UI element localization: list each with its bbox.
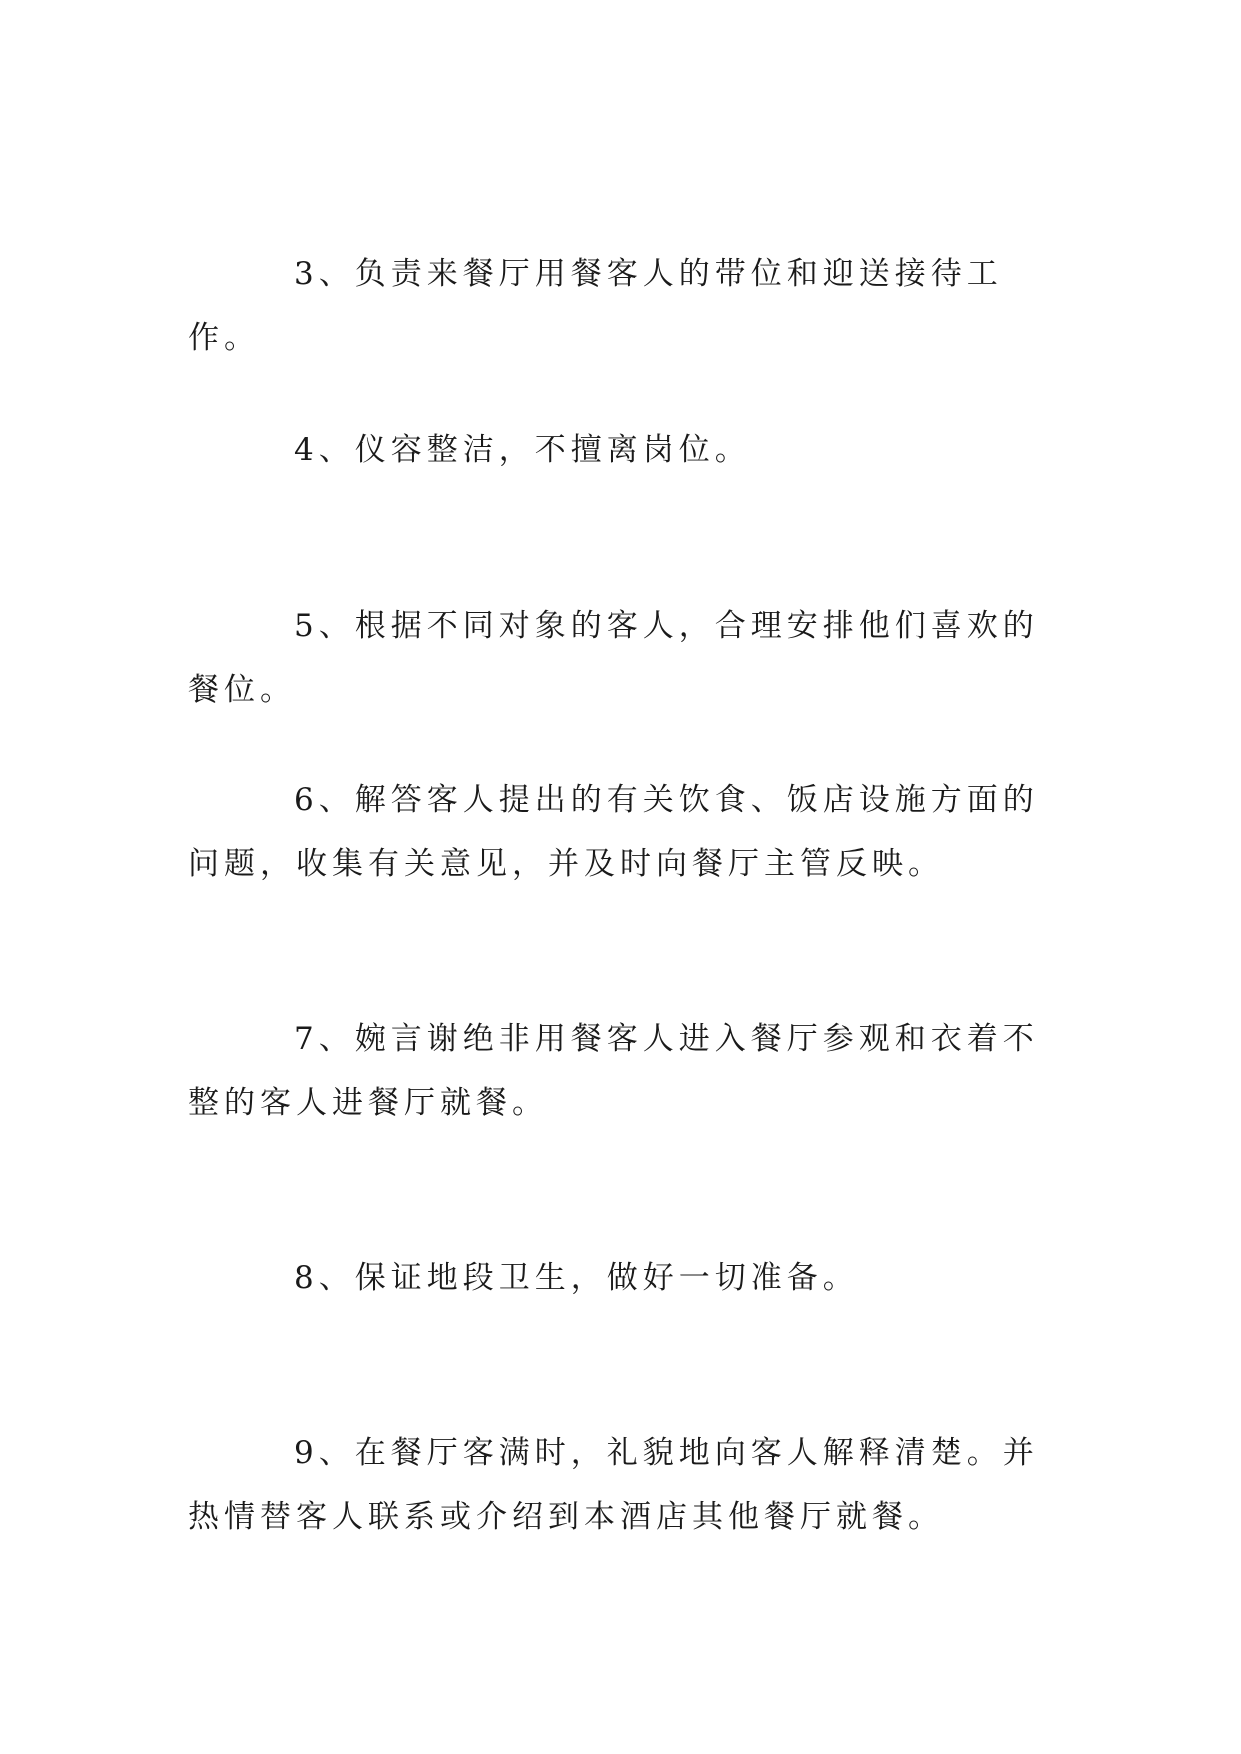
paragraph-item-6: 6、解答客人提出的有关饮食、饭店设施方面的问题，收集有关意见，并及时向餐厅主管反映。	[188, 782, 1039, 882]
paragraph-item-8: 8、保证地段卫生，做好一切准备。	[294, 1260, 859, 1296]
paragraph-item-4: 4、仪容整洁，不擅离岗位。	[294, 432, 751, 468]
paragraph-item-3: 3、负责来餐厅用餐客人的带位和迎送接待工作。	[188, 256, 1003, 356]
paragraph-item-5: 5、根据不同对象的客人，合理安排他们喜欢的餐位。	[188, 608, 1039, 708]
paragraph-item-9: 9、在餐厅客满时，礼貌地向客人解释清楚。并热情替客人联系或介绍到本酒店其他餐厅就餐。	[188, 1435, 1039, 1535]
paragraph-item-7: 7、婉言谢绝非用餐客人进入餐厅参观和衣着不整的客人进餐厅就餐。	[188, 1021, 1039, 1121]
